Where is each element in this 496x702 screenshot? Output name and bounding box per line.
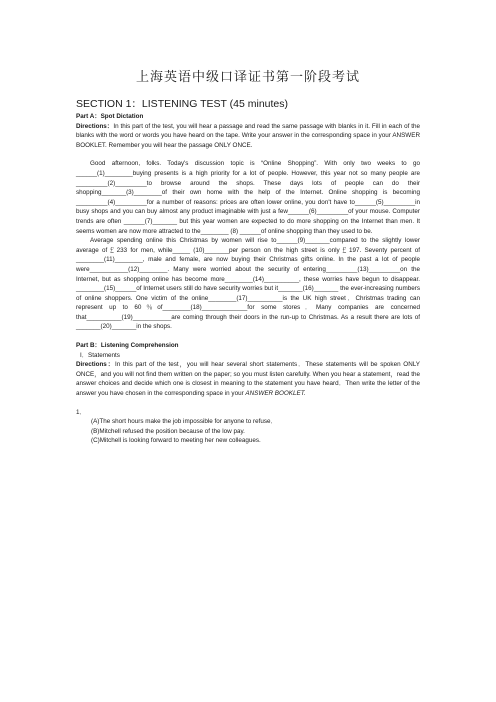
part-b-directions [76,360,420,398]
answer-option-c: (C)Mitchell is looking forward to meeting her new colleagues. [91,437,261,445]
answer-option-a: (A)The short hours make the job impossible for anyone to refuse． [91,418,277,426]
directions-label: Directions： [76,122,114,130]
exam-title: 上海英语中级口译证书第一阶段考试 [135,70,360,85]
part-b-heading: Part B：Listening Comprehension [76,342,179,350]
question-number: 1． [76,408,86,416]
part-b-subheading: I．Statements [80,351,120,359]
dictation-paragraph-2: Average spending online this Christmas by women will rise to______(9)_______compared to the slightly lower average of￡233 for men, while_____ (10)_______per person on the high street is only￡197. Seventy percent of ________(11)________, male and female, are now buying their Christmas gifts online. In the past a lot of people were___________(12)________. Many were worried about the security of entering_________(13)_________on the Internet, but as shopping online has become more________(14)__________, these worries have begun to disappear. ________(15)______of Internet users still do have security worries but it_______(16)_______ the ever-increasing numbers of online shoppers. One victim of the online________(17)__________is the UK high street．Christmas trading can represent up to 60％of________(18)_____________for some stores．Many companies are concerned that__________(19)___________are coming through their doors in the run-up to Christmas. As a result there are lots of _______(20)_______in the shops. [76,237,420,331]
document-body [76,112,420,446]
dictation-paragraph-1: Good afternoon, folks. Today's discussion topic is “Online Shopping”. With only two weeks to go ______(1)________buying presents is a high priority for a lot of people. However, this year not so many people are _________(2)_________to browse around the shops. These days lots of people can do their shopping_______(3)________of their own home with the help of the Internet. Online shopping is becoming _________(4)_________for a number of reasons: prices are often lower online, you don't have to______(5)_________in busy shops and you can buy almost any product imaginable with just a few______(6)_________of your mouse. Computer trends are often ______(7)_______ but this year women are expected to do more shopping on the Internet than men. It seems women are now more attracted to the________ (8) ______of online shopping than they used to be. [76,160,420,235]
answer-booklet-text: ANSWER BOOKLET. [245,390,306,398]
part-a-directions [76,122,420,151]
directions-label: Directions： [76,361,116,369]
directions-text: In this part of the test，you will hear several short statements．These statements will be spoken ONLY ONCE，and you will not find them written on the paper; so you must listen carefully. When you hear a statement，read the answer choices and decide which one is closest in meaning to the statement you have heard．Then write the letter of the answer you have chosen in the corresponding space in your [76,361,420,398]
answer-option-b: (B)Mitchell refused the position because of the low pay. [91,427,245,435]
directions-text: In this part of the test, you will hear a passage and read the same passage with blanks in it. Fill in each of the blanks with the word or words you have heard on the tape. Write your answer in the corresponding space in your ANSWER BOOKLET. Remember you will hear the passage ONLY ONCE. [76,122,420,149]
section-title: SECTION 1：LISTENING TEST (45 minutes) [76,98,288,110]
part-a-heading: Part A：Spot Dictation [76,113,144,120]
